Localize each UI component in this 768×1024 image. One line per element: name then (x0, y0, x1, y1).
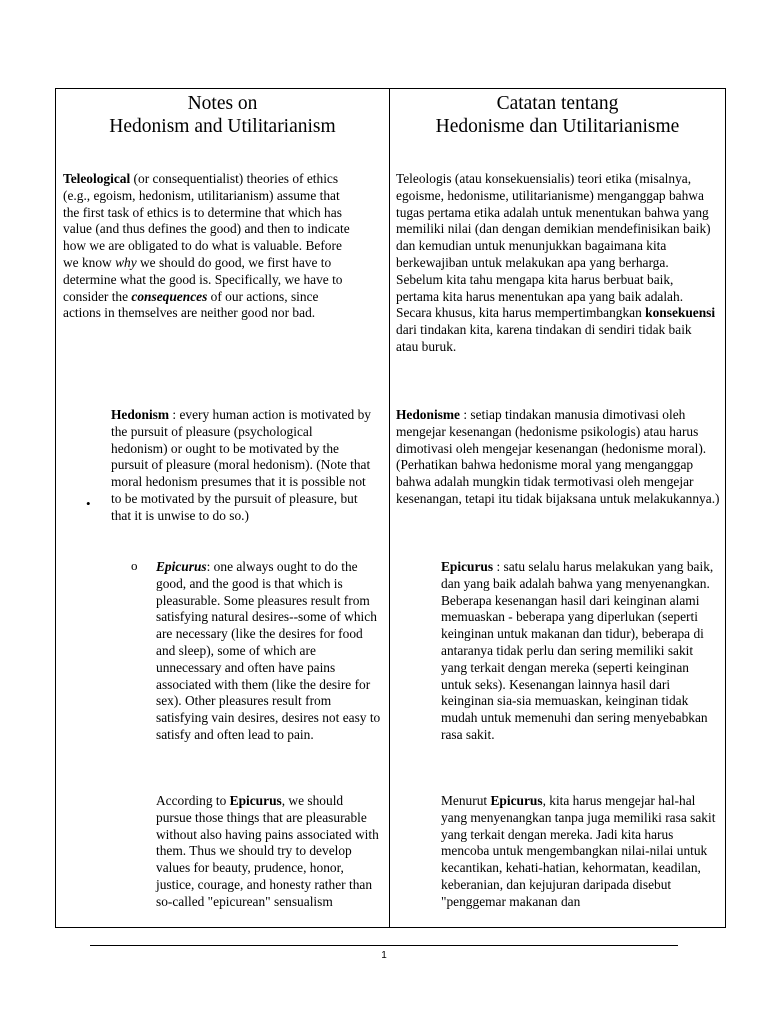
english-title-line2: Hedonism and Utilitarianism (109, 116, 336, 137)
footer-rule (90, 945, 678, 946)
id-intro-text-1: Teleologis (atau konsekuensialis) teori etika (misalnya, egoisme, hedonisme, utilitarianisme) menganggap bahwa tugas pertama etika adalah untuk menentukan bahwa yang memiliki nilai (dan dengan demikian mendefinisikan baik) dan kemudian untuk menunjukkan bagaimana kita berkewajiban untuk melakukan apa yang berharga. Sebelum kita tahu mengapa kita harus berbuat baik, pertama kita harus menentukan apa yang baik adalah. Secara khusus, kita harus mempertimbangkan (396, 171, 711, 321)
epicurus-term: Epicurus (156, 559, 207, 574)
sub-bullet-circle: o (131, 558, 138, 573)
intro-text-3: of our actions, since actions in themselves are neither good nor bad. (63, 288, 319, 321)
indonesian-intro-paragraph (396, 171, 716, 356)
english-epicurus-paragraph (156, 559, 381, 744)
indonesian-title-line1: Catatan tentang (496, 93, 619, 114)
according-text-2: , we should pursue those things that are pleasurable without also having pains associated with them. Thus we should try to develop values for beauty, prudence, honor, justice, courage, and honesty rather than so-called "epicurean" sensualism (156, 793, 379, 909)
intro-text-1: (or consequentialist) theories of ethics (e.g., egoism, hedonism, utilitarianism) assume that the first task of ethics is to determine that which has value (and thus defines the good) and then to indicate how we are obligated to do what is valuable. Before we know (63, 171, 350, 270)
teleological-term: Teleological (63, 171, 131, 186)
consequences-term: consequences (131, 288, 208, 304)
english-intro-paragraph (63, 171, 353, 322)
hedonism-text: : every human action is motivated by the pursuit of pleasure (psychological hedonism) or ought to be motivated by the pursuit of pleasure (moral hedonism). (Note that moral hedonism presumes that it is possible not to be motivated by the pursuit of pleasure, but that it is unwise to do so.) (111, 407, 371, 523)
why-emphasis: why (115, 254, 137, 270)
indonesian-according-paragraph (441, 793, 721, 911)
english-title-line1: Notes on (187, 93, 258, 114)
indonesian-column (390, 89, 725, 927)
menurut-text-2: , kita harus mengejar hal-hal yang menyenangkan tanpa juga memiliki rasa sakit yang terkait dengan mereka. Jadi kita harus mencoba untuk mengembangkan nilai-nilai untuk kecantikan, kehati-hatian, kehormatan, keadilan, keberanian, dan kejujuran daripada disebut "penggemar makanan dan (441, 793, 716, 909)
indonesian-title-line2: Hedonisme dan Utilitarianisme (435, 116, 680, 137)
two-column-table (55, 88, 726, 928)
indonesian-title (390, 92, 725, 138)
english-according-paragraph (156, 793, 381, 911)
english-column (56, 89, 390, 927)
epicurus-text: : one always ought to do the good, and the good is that which is pleasurable. Some pleasures result from satisfying natural desires--some of which are necessary (like the desires for food and sleep), some of which are unnecessary and often have pains associated with them (like the desire for sex). Other pleasures result from satisfying vain desires, desires not easy to satisfy and often lead to pain. (156, 559, 381, 742)
according-epicurus-term: Epicurus (229, 793, 282, 808)
indonesian-hedonism-paragraph (396, 407, 721, 508)
hedonisme-text: : setiap tindakan manusia dimotivasi oleh mengejar kesenangan (hedonisme psikologis) atau harus dimotivasi oleh mengejar kesenangan (hedonisme moral). (Perhatikan bahwa hedonisme moral yang menganggap bahwa adalah mungkin tidak termotivasi oleh mengejar kesenangan, tetapi itu tidak bijaksana untuk melakukannya.) (396, 407, 720, 506)
hedonisme-term: Hedonisme (396, 407, 460, 422)
english-title (56, 92, 389, 138)
id-epicurus-text: : satu selalu harus melakukan yang baik, dan yang baik adalah bahwa yang menyenangkan. Beberapa kesenangan hasil dari keinginan alami memuaskan - beberapa yang diperlukan (seperti keinginan untuk makanan dan tidur), beberapa di antaranya tidak perlu dan sering memiliki sakit yang terkait dengan mereka (seperti keinginan untuk seks). Kesenangan lainnya hasil dari keinginan sia-sia memuaskan, keinginan tidak mudah untuk memenuhi dan sering menyebabkan rasa sakit. (441, 559, 714, 742)
english-hedonism-paragraph (111, 407, 371, 525)
hedonism-term: Hedonism (111, 407, 170, 422)
bullet-dot: • (86, 496, 91, 511)
menurut-text-1: Menurut (441, 793, 491, 808)
according-text-1: According to (156, 793, 230, 808)
page-number: 1 (381, 950, 387, 961)
id-epicurus-term: Epicurus (441, 559, 494, 574)
menurut-epicurus-term: Epicurus (490, 793, 543, 808)
id-intro-text-2: dari tindakan kita, karena tindakan di sendiri tidak baik atau buruk. (396, 322, 692, 354)
indonesian-epicurus-paragraph (441, 559, 721, 744)
konsekuensi-term: konsekuensi (645, 305, 716, 321)
intro-text-2: we should do good, we first have to determine what the good is. Specifically, we have to consider the (63, 254, 343, 304)
